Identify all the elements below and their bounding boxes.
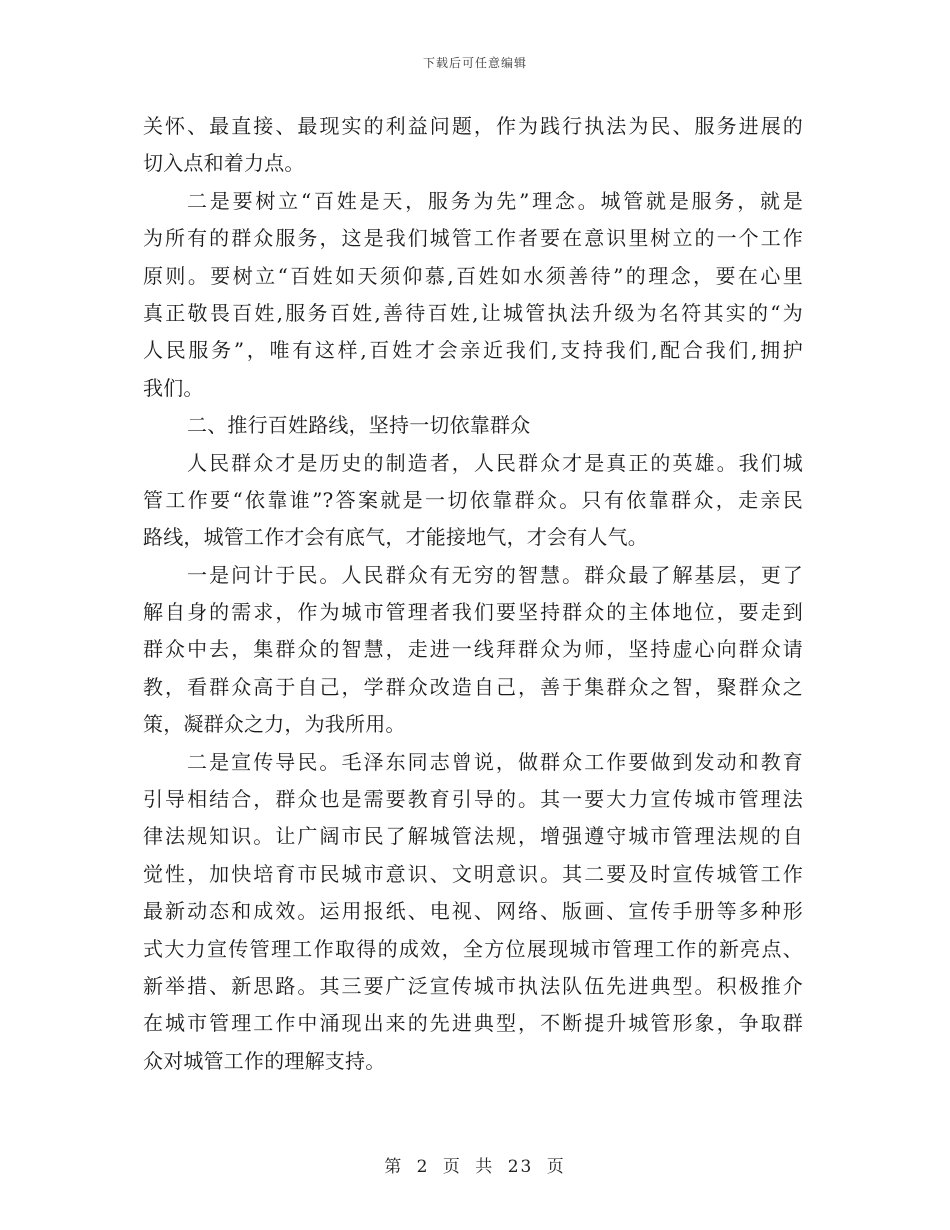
text-line: 策，凝群众之力，为我所用。 bbox=[143, 712, 406, 737]
text-line: 教，看群众高于自己，学群众改造自己，善于集群众之智，聚群众之 bbox=[143, 674, 803, 699]
text-line: 路线，城管工作才会有底气，才能接地气，才会有人气。 bbox=[143, 525, 648, 550]
text-line: 二是要树立“百姓是天，服务为先”理念。城管就是服务，就是 bbox=[187, 188, 803, 213]
text-line: 原则。要树立“百姓如天须仰慕,百姓如水须善待”的理念，要在心里 bbox=[143, 263, 803, 288]
text-line: 解自身的需求，作为城市管理者我们要坚持群众的主体地位，要走到 bbox=[143, 600, 803, 625]
page-number: 第 2 页 共 23 页 bbox=[384, 1157, 566, 1177]
text-line: 人民服务”，唯有这样,百姓才会亲近我们,支持我们,配合我们,拥护 bbox=[143, 338, 803, 363]
text-line: 一是问计于民。人民群众有无穷的智慧。群众最了解基层，更了 bbox=[187, 562, 803, 587]
text-line: 式大力宣传管理工作取得的成效，全方位展现城市管理工作的新亮点、 bbox=[143, 936, 803, 961]
text-line: 群众中去，集群众的智慧，走进一线拜群众为师，坚持虚心向群众请 bbox=[143, 637, 803, 662]
text-line: 我们。 bbox=[143, 375, 204, 400]
text-line: 切入点和着力点。 bbox=[143, 151, 305, 176]
text-line: 新举措、新思路。其三要广泛宣传城市执法队伍先进典型。积极推介 bbox=[143, 973, 803, 998]
text-line: 最新动态和成效。运用报纸、电视、网络、版画、宣传手册等多种形 bbox=[143, 899, 803, 924]
header-note: 下载后可任意编辑 bbox=[422, 56, 527, 70]
text-line: 真正敬畏百姓,服务百姓,善待百姓,让城管执法升级为名符其实的“为 bbox=[143, 300, 803, 325]
text-line: 管工作要“依靠谁”?答案就是一切依靠群众。只有依靠群众，走亲民 bbox=[143, 487, 803, 512]
text-line: 在城市管理工作中涌现出来的先进典型，不断提升城管形象，争取群 bbox=[143, 1011, 803, 1036]
document-body bbox=[143, 108, 803, 1080]
text-line: 关怀、最直接、最现实的利益问题，作为践行执法为民、服务进展的 bbox=[143, 114, 803, 138]
text-line: 律法规知识。让广阔市民了解城管法规，增强遵守城市管理法规的自 bbox=[143, 824, 803, 849]
text-line: 引导相结合，群众也是需要教育引导的。其一要大力宣传城市管理法 bbox=[143, 787, 803, 812]
text-line: 众对城管工作的理解支持。 bbox=[143, 1048, 386, 1073]
text-line: 二是宣传导民。毛泽东同志曾说，做群众工作要做到发动和教育 bbox=[187, 749, 803, 774]
text-line: 为所有的群众服务，这是我们城管工作者要在意识里树立的一个工作 bbox=[143, 226, 803, 251]
text-line: 人民群众才是历史的制造者，人民群众才是真正的英雄。我们城 bbox=[187, 450, 803, 475]
text-line: 二、推行百姓路线，坚持一切依靠群众 bbox=[187, 413, 531, 438]
text-line: 觉性，加快培育市民城市意识、文明意识。其二要及时宣传城管工作 bbox=[143, 861, 803, 886]
